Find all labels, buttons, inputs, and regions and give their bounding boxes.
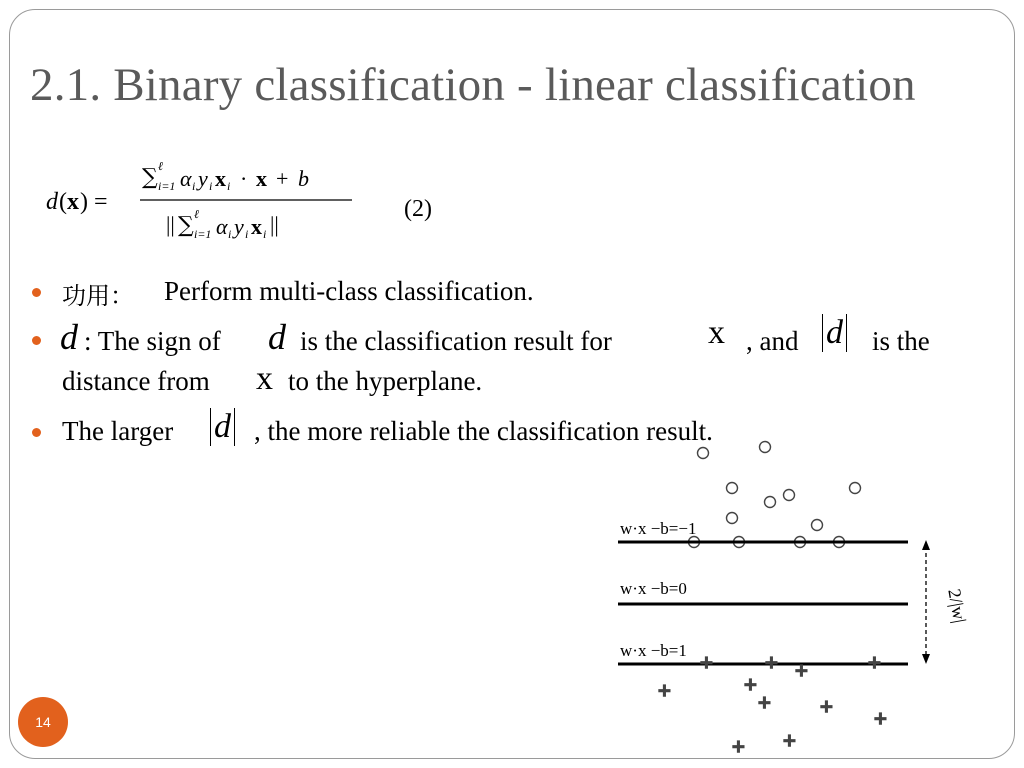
page-number-badge: 14 [18, 697, 68, 747]
bullet-dot [32, 428, 41, 437]
bullet-dot [32, 336, 41, 345]
cross-point: + [820, 694, 833, 719]
cross-point: + [868, 650, 881, 675]
bullet-2-text-5: distance from [62, 366, 210, 396]
svg-text:i=1: i=1 [158, 179, 176, 193]
arrow-head-up-icon [922, 540, 930, 550]
svg-text:||: || [270, 212, 279, 237]
cross-point: + [874, 706, 887, 731]
svg-text:x: x [67, 189, 79, 215]
svg-text:i: i [192, 179, 196, 193]
bullet-dot [32, 288, 41, 297]
svg-text:α: α [216, 214, 228, 239]
svg-text:ℓ: ℓ [194, 207, 199, 221]
circle-point [850, 483, 861, 494]
bullet-1-prefix: 功用： [62, 282, 134, 310]
svg-text:i: i [263, 227, 267, 241]
svg-text:∑: ∑ [178, 213, 194, 238]
symbol-d: d [210, 408, 235, 446]
cross-point: + [700, 650, 713, 675]
abs-d [210, 408, 235, 446]
symbol-d: d [60, 317, 78, 357]
symbol-d: d [268, 317, 286, 357]
svg-text:∑: ∑ [142, 165, 158, 190]
svg-text:i: i [209, 179, 213, 193]
svm-margin-diagram [600, 436, 1000, 762]
bullet-2-text-4: is the [872, 326, 930, 356]
circle-point [812, 520, 823, 531]
negative-class-points [689, 442, 861, 548]
positive-class-points [658, 650, 887, 759]
circle-point [727, 483, 738, 494]
cross-point: + [658, 678, 671, 703]
bullet-2-text-2: is the classification result for [300, 326, 612, 356]
svg-text:+: + [276, 166, 289, 191]
symbol-x: x [708, 314, 725, 351]
svg-text:i: i [227, 179, 231, 193]
svg-text:i: i [228, 227, 232, 241]
decision-function-formula [46, 160, 446, 244]
cross-point: + [765, 650, 778, 675]
svg-text:) =: ) = [80, 189, 108, 215]
svg-text:x: x [256, 166, 267, 191]
svg-text:b: b [298, 166, 309, 191]
margin-label: 2/|w| [944, 587, 970, 625]
circle-point [698, 448, 709, 459]
slide-title: 2.1. Binary classification - linear classification [30, 59, 916, 111]
cross-point: + [783, 728, 796, 753]
circle-point [727, 513, 738, 524]
bullet-2-text-3: , and [746, 326, 799, 356]
cross-point: + [732, 734, 745, 759]
arrow-head-down-icon [922, 654, 930, 664]
cross-point: + [744, 672, 757, 697]
svg-text:x: x [215, 166, 226, 191]
hyperplane-label-negative: w·x −b=−1 [620, 519, 697, 538]
bullet-3-text-2: , the more reliable the classification result. [254, 416, 713, 446]
bullet-2-text-6: to the hyperplane. [288, 366, 483, 396]
hyperplane-label-positive: w·x −b=1 [620, 641, 687, 660]
svg-text:i: i [245, 227, 249, 241]
abs-d [822, 314, 847, 352]
svg-text:||: || [166, 212, 175, 237]
svg-text:y: y [234, 214, 244, 239]
svg-text:d: d [46, 189, 58, 215]
svg-text:(: ( [59, 189, 67, 215]
formula-label: (2) [404, 196, 432, 222]
circle-point [760, 442, 771, 453]
bullet-2-text-1: : The sign of [84, 326, 221, 356]
symbol-d: d [822, 314, 847, 352]
svg-text:ℓ: ℓ [158, 160, 163, 173]
hyperplane-label-zero: w·x −b=0 [620, 579, 687, 598]
svg-text:y: y [198, 166, 208, 191]
svg-text:x: x [251, 214, 262, 239]
cross-point: + [795, 658, 808, 683]
svg-text:α: α [180, 166, 192, 191]
circle-point [784, 490, 795, 501]
svg-text:i=1: i=1 [194, 227, 212, 241]
bullet-3-text-1: The larger [62, 416, 174, 446]
bullet-1-text: Perform multi-class classification. [164, 276, 534, 306]
cross-point: + [758, 690, 771, 715]
circle-point [765, 497, 776, 508]
symbol-x: x [256, 360, 273, 397]
svg-text:·: · [240, 166, 248, 191]
